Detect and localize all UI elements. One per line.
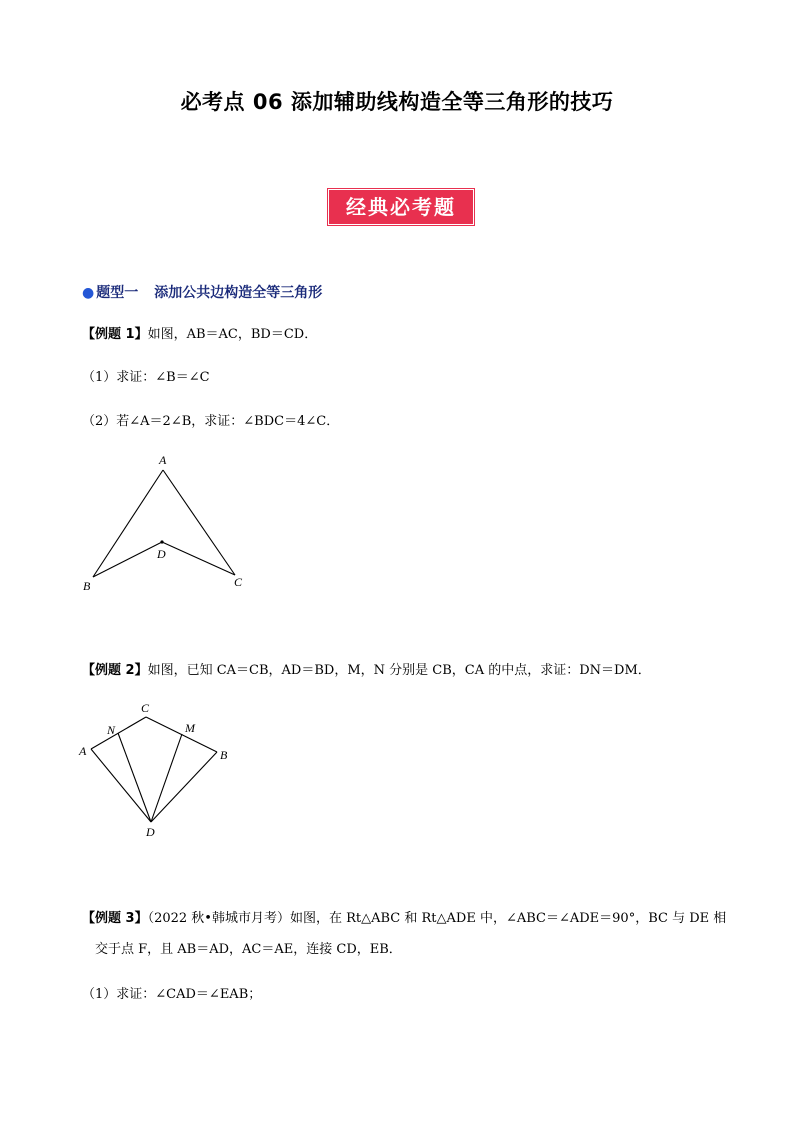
- example3-stem-line1: [82, 909, 726, 929]
- section-text: 添加公共边构造全等三角形: [154, 285, 323, 301]
- example3-source: （2022 秋•韩城市月考）: [147, 911, 290, 926]
- segment-BD: [93, 542, 162, 577]
- segment-AB: [93, 470, 163, 577]
- label-B: B: [220, 748, 228, 762]
- example1-question1: （1）求证：∠B＝∠C: [82, 370, 210, 385]
- section-banner: 经典必考题: [328, 189, 474, 225]
- example3-question1: （1）求证：∠CAD＝∠EAB；: [82, 987, 262, 1002]
- segment-MD: [151, 734, 182, 822]
- example3-stem-line2: 交于点 F，且 AB＝AD，AC＝AE，连接 CD，EB．: [95, 942, 402, 957]
- example3-tag: 【例题 3】: [82, 911, 148, 926]
- label-D: D: [157, 547, 166, 561]
- label-A: A: [79, 744, 87, 758]
- example2-stem-text: 如图，已知 CA＝CB，AD＝BD，M，N 分别是 CB，CA 的中点，求证：DN＝DM．: [147, 663, 651, 678]
- label-D: D: [146, 825, 155, 839]
- segment-ND: [118, 733, 151, 822]
- example2-figure: [75, 697, 245, 842]
- example1-stem: [82, 325, 317, 345]
- example1-tag: 【例题 1】: [82, 327, 148, 342]
- example3-stem-text1: 如图，在 Rt△ABC 和 Rt△ADE 中，∠ABC＝∠ADE＝90°，BC 与 DE 相: [289, 911, 727, 926]
- section-label: 题型一: [96, 285, 139, 301]
- example1-figure: [75, 450, 255, 600]
- segment-AD: [91, 749, 151, 822]
- page-title: 必考点 06 添加辅助线构造全等三角形的技巧: [180, 90, 614, 114]
- label-C: C: [234, 575, 243, 589]
- example2-tag: 【例题 2】: [82, 663, 148, 678]
- point-D-dot: [160, 540, 163, 543]
- label-M: M: [185, 721, 195, 735]
- label-A: A: [159, 453, 167, 467]
- example1-stem-text: 如图，AB＝AC，BD＝CD．: [147, 327, 318, 342]
- label-C: C: [141, 701, 150, 715]
- section-heading: [82, 282, 322, 302]
- segment-BD: [151, 752, 217, 822]
- example2-stem: [82, 661, 651, 681]
- bullet-dot-icon: ●: [82, 285, 95, 301]
- label-N: N: [107, 723, 116, 737]
- example1-question2: （2）若∠A＝2∠B，求证：∠BDC＝4∠C．: [82, 414, 340, 429]
- label-B: B: [83, 579, 91, 593]
